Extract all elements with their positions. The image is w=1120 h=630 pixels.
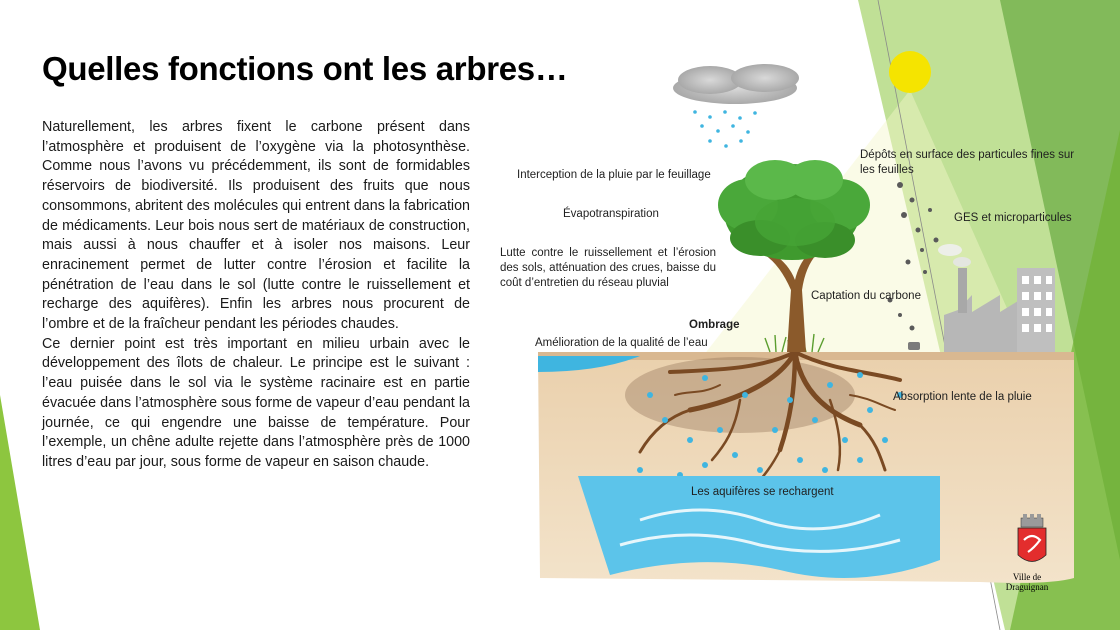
cloud-icon bbox=[673, 64, 799, 104]
body-paragraph: Naturellement, les arbres fixent le carbone présent dans l’atmosphère et produisent de l’oxygène via la photosynthèse. Comme nous l’avons vu précédemment, ils sont de formidables réservoirs de biodiversité. Ils produisent des fruits que nous consommons, abritent des molécules qui entrent dans la fabrication de médicaments. Leur bois nous sert de matériaux de construction, mais aussi à nous chauffer et à isoler nos maisons. Leur enracinement permet de lutter contre l’érosion et facilite la pénétration de l’eau dans le sol (lutte contre le ruissellement et recharge des aquifères). Enfin les arbres nous procurent de l’ombre et de la fraîcheur pendant les périodes chaudes. bbox=[42, 119, 470, 333]
body-text bbox=[42, 118, 470, 473]
label-particle-deposits: Dépôts en surface des particules fines sur les feuilles bbox=[860, 149, 1075, 176]
rain-drops bbox=[693, 110, 757, 148]
label-interception: Interception de la pluie par le feuillage bbox=[517, 169, 711, 181]
city-emblem-caption: Ville de Draguignan bbox=[1005, 572, 1049, 592]
body-paragraph: Ce dernier point est très important en milieu urbain avec le développement des îlots de chaleur. Le principe est le suivant : l’eau puisée dans le sol via le système racinaire est en partie évacuée dans l’atmosphère sous forme de vapeur d’eau pendant la journée, ce qui engendre une baisse de température. Pour l’exemple, un chêne adulte rejette dans l’atmosphère près de 1000 litres d’eau par jour, sous forme de vapeur en saison chaude. bbox=[42, 335, 470, 470]
car-icon bbox=[908, 342, 920, 350]
page-title: Quelles fonctions ont les arbres… bbox=[42, 50, 568, 87]
label-shade: Ombrage bbox=[689, 319, 740, 331]
label-aquifer-recharge: Les aquifères se rechargent bbox=[691, 486, 834, 498]
label-carbon-capture: Captation du carbone bbox=[811, 290, 921, 302]
decorative-green-left-triangle bbox=[0, 395, 40, 630]
city-emblem-icon bbox=[1018, 514, 1046, 562]
label-ges: GES et microparticules bbox=[954, 212, 1072, 224]
label-runoff: Lutte contre le ruissellement et l’érosion des sols, atténuation des crues, baisse du coût d’entretien du réseau pluvial bbox=[500, 247, 716, 289]
building-icon bbox=[1017, 268, 1055, 356]
label-slow-absorption: Absorption lente de la pluie bbox=[893, 391, 1032, 403]
sun-icon bbox=[889, 51, 931, 93]
label-evapotranspiration: Évapotranspiration bbox=[563, 208, 659, 220]
label-water-quality: Amélioration de la qualité de l’eau bbox=[535, 337, 708, 349]
